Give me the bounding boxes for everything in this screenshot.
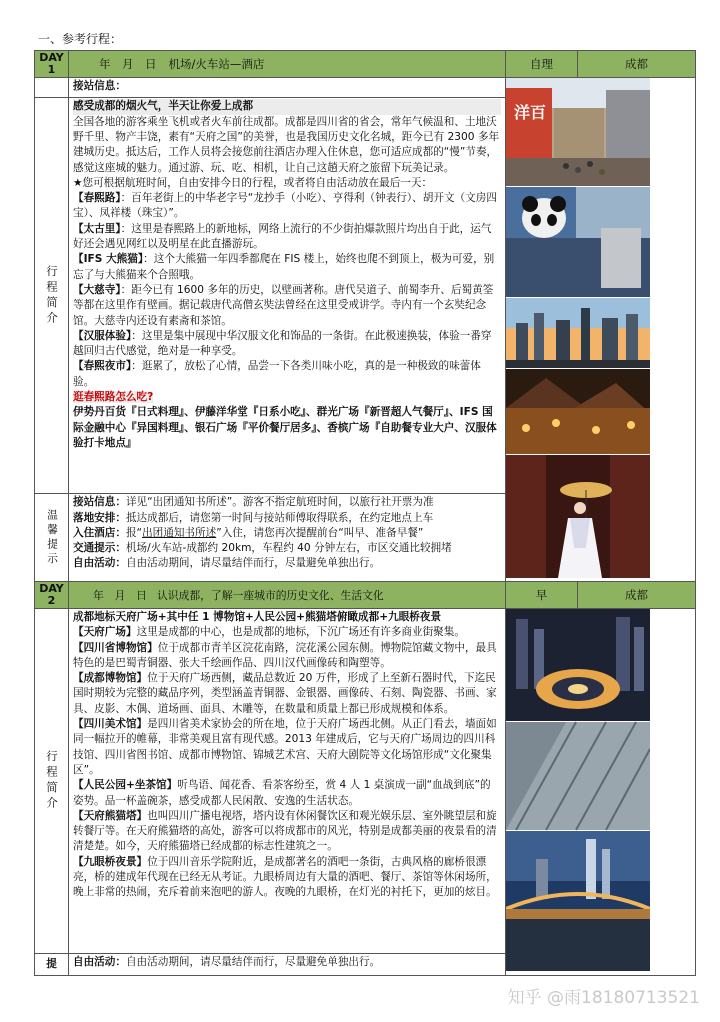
day2-itinerary bbox=[69, 609, 506, 954]
tip-traffic-tag: 交通提示： bbox=[73, 542, 126, 555]
day1-star: ★您可根据航班时间，自由安排今日的行程，或者将自由活动放在最后一天： bbox=[73, 176, 433, 189]
chunxi-text: ：百年老街上的中华老字号“龙抄手（小吃）、亨得利（钟表行）、胡开文（文房四宝）、凤祥楼（珠宝）”。 bbox=[73, 192, 497, 220]
day2-tianfu bbox=[73, 625, 501, 640]
day2-art bbox=[73, 717, 501, 778]
panda-tag: 【天府熊猫塔】 bbox=[73, 809, 148, 822]
day2-tip-free-text: 自由活动期间，请尽量结伴而行，尽量避免单独出行。 bbox=[125, 956, 381, 969]
day1-tips bbox=[69, 494, 506, 583]
tianfu-text: 这里是成都的中心，也是成都的地标，下沉广场还有许多商业街聚集。 bbox=[136, 626, 465, 639]
day1-photo-column bbox=[506, 78, 696, 583]
art-text: 是四川省美术家协会的所在地，位于天府广场西北侧。从正门看去，墙面如同一幅拉开的帷幕，非常美观且富有现代感。2013 年建成后，它与天府广场周边的四川科技馆、四川省图书馆、成都市博物馆、锦城艺术宫、天府大剧院等文化场馆形成“文化聚集区”。 bbox=[73, 718, 497, 776]
svg-text:洋百: 洋百 bbox=[514, 103, 547, 122]
day2-bridge bbox=[73, 855, 501, 901]
tip-pickup-text: 详见“出团通知书所述”。游客不指定航班时间，以旅行社开票为准 bbox=[125, 496, 434, 509]
tip-landing bbox=[73, 511, 501, 526]
day2-park bbox=[73, 778, 501, 809]
day1-label: DAY 1 bbox=[35, 51, 69, 78]
art-museum-photo bbox=[506, 722, 650, 830]
taiguli-tag: 【太古里】 bbox=[73, 222, 121, 235]
day2-scmus bbox=[73, 641, 501, 672]
day1-meals: 自理 bbox=[506, 51, 578, 78]
park-text: 听鸟语、闻花香、看茶客纷至，赏 4 人 1 桌演成一副“血战到底”的姿势。品一杯盖碗茶，感受成都人民闲散、安逸的生活状态。 bbox=[73, 779, 491, 807]
day1-side-tips: 温馨提示 bbox=[35, 494, 69, 583]
day1-hanfu bbox=[73, 329, 501, 360]
zhihu-watermark: 知乎 @雨18180713521 bbox=[507, 988, 700, 1008]
tip-hotel bbox=[73, 526, 501, 541]
day1-city: 成都 bbox=[578, 51, 696, 78]
day2-itinerary-row bbox=[35, 609, 696, 954]
hanfu-girl-photo bbox=[506, 455, 650, 578]
day2-table bbox=[34, 581, 696, 976]
tip-hotel-a: 报“ bbox=[125, 526, 143, 539]
tip-hotel-b: ”入住，请您再次提醒前台“叫早、准备早餐” bbox=[216, 526, 424, 539]
day1-daci bbox=[73, 283, 501, 329]
day2-side-tips: 提 bbox=[35, 954, 69, 976]
day1-taiguli bbox=[73, 222, 501, 253]
day1-route: 机场/火车站—酒店 bbox=[168, 57, 265, 71]
jiuyan-bridge-night-photo bbox=[506, 831, 650, 971]
day2-tip-free bbox=[73, 955, 501, 970]
day2-date: 年 月 日 bbox=[93, 588, 147, 602]
ifs-tag: 【IFS 大熊猫】 bbox=[73, 253, 144, 266]
day2-tips bbox=[69, 954, 506, 976]
bridge-text: 位于四川音乐学院附近，是成都著名的酒吧一条街，古典风格的廊桥很漂亮，桥的建成年代现在已经无从考证。九眼桥周边有大量的酒吧、餐厅、茶馆等休闲场所，晚上非常的热闹，充斥着前来泡吧的游人。夜晚的九眼桥，在灯光的衬托下，更加的炫目。 bbox=[73, 855, 497, 899]
scmus-tag: 【四川省博物馆】 bbox=[73, 641, 158, 654]
park-tag: 【人民公园+坐茶馆】 bbox=[73, 779, 178, 792]
day2-label: DAY 2 bbox=[35, 582, 69, 609]
day1-ifs bbox=[73, 252, 501, 283]
tip-pickup-tag: 接站信息： bbox=[73, 496, 126, 509]
day1-side-blank bbox=[35, 78, 69, 98]
day1-pickup bbox=[69, 78, 506, 98]
scmus-text: 位于成都市青羊区浣花南路，浣花溪公园东侧。博物院馆藏文物中，最具特色的是巴蜀青铜器、张大千绘画作品、四川汉代画像砖和陶塑等。 bbox=[73, 641, 497, 669]
day1-date: 年 月 日 bbox=[99, 57, 157, 71]
chunxi-street-photo bbox=[506, 78, 650, 186]
tianfu-tag: 【天府广场】 bbox=[73, 626, 137, 639]
ifs-panda-photo bbox=[506, 187, 650, 297]
day1-pickup-row bbox=[35, 78, 696, 98]
tianfu-square-photo bbox=[506, 609, 650, 721]
eat-question: 逛春熙路怎么吃? bbox=[73, 391, 154, 404]
day2-photos bbox=[506, 609, 650, 971]
tip-free-text: 自由活动期间，请尽量结伴而行，尽量避免单独出行。 bbox=[125, 557, 381, 570]
day2-side-itinerary: 行程简介 bbox=[35, 609, 69, 954]
day2-headline: 成都地标天府广场+其中任 1 博物馆+人民公园+熊猫塔俯瞰成都+九眼桥夜景 bbox=[73, 611, 442, 623]
bridge-tag: 【九眼桥夜景】 bbox=[73, 855, 148, 868]
day1-night bbox=[73, 359, 501, 390]
day2-panda bbox=[73, 809, 501, 855]
day2-cdmus bbox=[73, 671, 501, 717]
chunxi-tag: 【春熙路】 bbox=[73, 192, 121, 205]
day1-eat-question bbox=[73, 390, 501, 405]
cdmus-tag: 【成都博物馆】 bbox=[73, 672, 148, 685]
day2-date-route bbox=[69, 582, 506, 609]
night-text: ：逛累了，放松了心情，品尝一下各类川味小吃，真的是一种极致的味蕾体验。 bbox=[73, 360, 481, 388]
hanfu-tag: 【汉服体验】 bbox=[73, 329, 132, 342]
tip-free bbox=[73, 556, 501, 571]
day2-city: 成都 bbox=[578, 582, 696, 609]
day1-photos bbox=[506, 78, 650, 578]
day2-header bbox=[35, 582, 696, 609]
panda-text: 也叫四川广播电视塔，塔内设有休闲餐饮区和观光娱乐层、室外眺望层和旋转餐厅等。在天府熊猫塔的高处，游客可以将成都市的风光，特别是成都美丽的夜景看的清清楚楚。如今，天府熊猫塔已经成都的标志性建筑之一。 bbox=[73, 809, 497, 853]
day1-chunxi bbox=[73, 191, 501, 222]
day2-tip-free-tag: 自由活动： bbox=[73, 956, 126, 969]
night-tag: 【春熙夜市】 bbox=[73, 360, 132, 373]
day1-eat: 伊势丹百货『日式料理』、伊藤洋华堂『日系小吃』、群光广场『新晋超人气餐厅』、IFS 国际金融中心『异国料理』、银石广场『平价餐厅居多』、香槟广场『自助餐专业大户、汉服体验打卡地点』 bbox=[73, 406, 497, 449]
tip-hotel-tag: 入住酒店： bbox=[73, 526, 126, 539]
daci-tag: 【大慈寺】 bbox=[73, 283, 121, 296]
hanfu-text: ：这里是集中展现中华汉服文化和饰品的一条街。在此极速换装，体验一番穿越回归古代感觉，绝对是一种享受。 bbox=[73, 329, 492, 358]
tip-hotel-link[interactable]: 出团通知书所述 bbox=[142, 526, 217, 539]
day1-side-itinerary: 行程简介 bbox=[35, 98, 69, 494]
daci-text: ：距今已有 1600 多年的历史，以壁画著称。唐代吴道子、前蜀李升、后蜀黄筌等都在这里作有壁画。据记载唐代高僧玄奘法曾经在这里受戒讲学。寺内有一个玄奘纪念馆。大慈寺内还设有素斋和茶馆。 bbox=[73, 283, 494, 327]
day1-table bbox=[34, 50, 696, 583]
tip-traffic-text: 机场/火车站-成都约 20km，车程约 40 分钟左右，市区交通比较拥堵 bbox=[125, 542, 452, 555]
day2-route: 认识成都，了解一座城市的历史文化、生活文化 bbox=[156, 588, 384, 602]
tip-landing-tag: 落地安排： bbox=[73, 511, 126, 524]
day1-headline: 感受成都的烟火气，半天让你爱上成都 bbox=[73, 99, 501, 114]
tip-landing-text: 抵达成都后，请您第一时间与接站师傅取得联系，在约定地点上车 bbox=[125, 511, 434, 524]
tip-traffic bbox=[73, 541, 501, 556]
city-skyline-photo bbox=[506, 298, 650, 368]
day2-photo-column bbox=[506, 609, 696, 976]
section-title: 一、参考行程： bbox=[38, 32, 123, 46]
tip-pickup bbox=[73, 495, 501, 510]
cdmus-text: 位于天府广场西侧，藏品总数近 20 万件，形成了上至新石器时代，下迄民国时期较为完整的藏品序列，类型涵盖青铜器、金银器、画像砖、石刻、陶瓷器、书画、家具、皮影、木偶、道场画、面具、木雕等，在数量和质量上都已形成规模和体系。 bbox=[73, 672, 497, 715]
day1-intro: 全国各地的游客乘坐飞机或者火车前往成都。成都是四川省的省会，常年气候温和、土地沃野千里、物产丰饶，素有“天府之国”的美誉，也是我国历史文化名城，距今已有 2300 多年建城历史。抵达后，工作人员将会接您前往酒店办理入住休息，您可适应成都的“慢”节奏，感觉这座城的魅力。通过游、玩、吃、相机，让自己这趟天府之旅留下玩美记录。 bbox=[73, 115, 500, 174]
art-tag: 【四川美术馆】 bbox=[73, 718, 148, 731]
taikoo-li-photo bbox=[506, 369, 650, 454]
day1-itinerary bbox=[69, 98, 506, 494]
day2-meals: 早 bbox=[506, 582, 578, 609]
taiguli-text: ：这里是春熙路上的新地标，网络上流行的不少街拍爆款照片均出自于此，运气好还会遇见网红以及明星在此直播游玩。 bbox=[73, 222, 492, 251]
day1-date-route bbox=[69, 51, 506, 78]
ifs-text: ：这个大熊猫一年四季都爬在 FIS 楼上，始终也爬不到顶上，极为可爱，别忘了与大熊猫来个合照哦。 bbox=[73, 253, 495, 281]
day1-pickup-label: 接站信息： bbox=[73, 80, 126, 92]
day1-header bbox=[35, 51, 696, 78]
tip-free-tag: 自由活动： bbox=[73, 557, 126, 570]
